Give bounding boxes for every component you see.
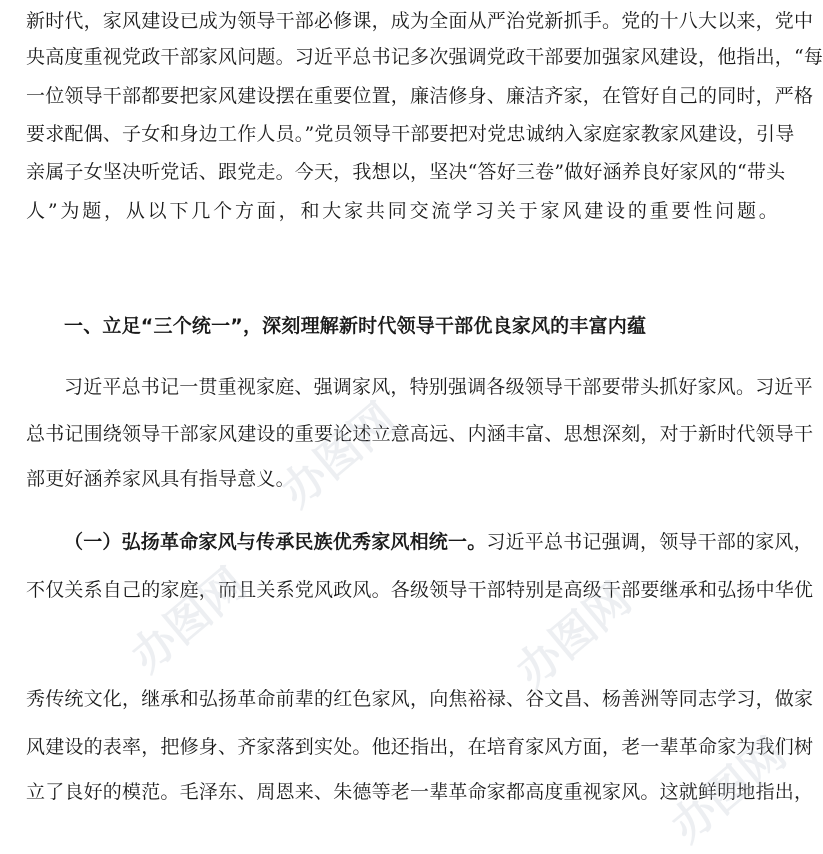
paragraph-1-line-3: 一位领导干部都要把家风建设摆在重要位置，廉洁修身、廉洁齐家，在管好自己的同时，严格 — [26, 85, 814, 107]
paragraph-3-bold-lead: （一）弘扬革命家风与传承民族优秀家风相统一。 — [64, 531, 487, 553]
paragraph-4-line-1: 秀传统文化，继承和弘扬革命前辈的红色家风，向焦裕禄、谷文昌、杨善洲等同志学习，做家 — [26, 688, 814, 710]
paragraph-4-line-2: 风建设的表率，把修身、齐家落到实处。他还指出，在培育家风方面，老一辈革命家为我们树 — [26, 736, 814, 758]
section-heading: 一、立足“三个统一”，深刻理解新时代领导干部优良家风的丰富内蕴 — [64, 315, 647, 337]
watermark: 办图网 — [661, 728, 796, 853]
paragraph-3-line-1 — [64, 530, 813, 554]
paragraph-2-line-3: 部更好涵养家风具有指导意义。 — [26, 468, 295, 490]
paragraph-1-line-7 — [26, 237, 778, 261]
paragraph-1-line-5: 亲属子女坚决听党话、跟党走。今天，我想以，坚决“答好三卷”做好涵养良好家风的“带头 — [26, 161, 786, 183]
paragraph-4-line-3: 立了良好的模范。毛泽东、周恩来、朱德等老一辈革命家都高度重视家风。这就鲜明地指出， — [26, 781, 814, 803]
paragraph-1-line-2: 央高度重视党政干部家风问题。习近平总书记多次强调党政干部要加强家风建设，他指出，“每 — [26, 46, 823, 68]
paragraph-1-line-1: 新时代，家风建设已成为领导干部必修课，成为全面从严治党新抓手。党的十八大以来，党中 — [26, 10, 814, 32]
paragraph-1-line-6: 人”为题，从以下几个方面，和大家共同交流学习关于家风建设的重要性问题。 — [26, 200, 778, 222]
paragraph-1-line-4: 要求配偶、子女和身边工作人员。”党员领导干部要把对党忠诚纳入家庭家教家风建设，引导 — [26, 123, 795, 145]
watermark: 办图网 — [271, 393, 406, 518]
watermark: 办图网 — [506, 573, 641, 698]
paragraph-2-line-1: 习近平总书记一贯重视家庭、强调家风，特别强调各级领导干部要带头抓好家风。习近平 — [64, 376, 813, 398]
watermark: 办图网 — [121, 558, 256, 683]
paragraph-2-line-2: 总书记围绕领导干部家风建设的重要论述立意高远、内涵丰富、思想深刻，对于新时代领导干 — [26, 423, 814, 445]
paragraph-3-line-2: 不仅关系自己的家庭，而且关系党风政风。各级领导干部特别是高级干部要继承和弘扬中华优 — [26, 579, 814, 601]
paragraph-3-lead-rest: 习近平总书记强调，领导干部的家风， — [486, 531, 813, 553]
